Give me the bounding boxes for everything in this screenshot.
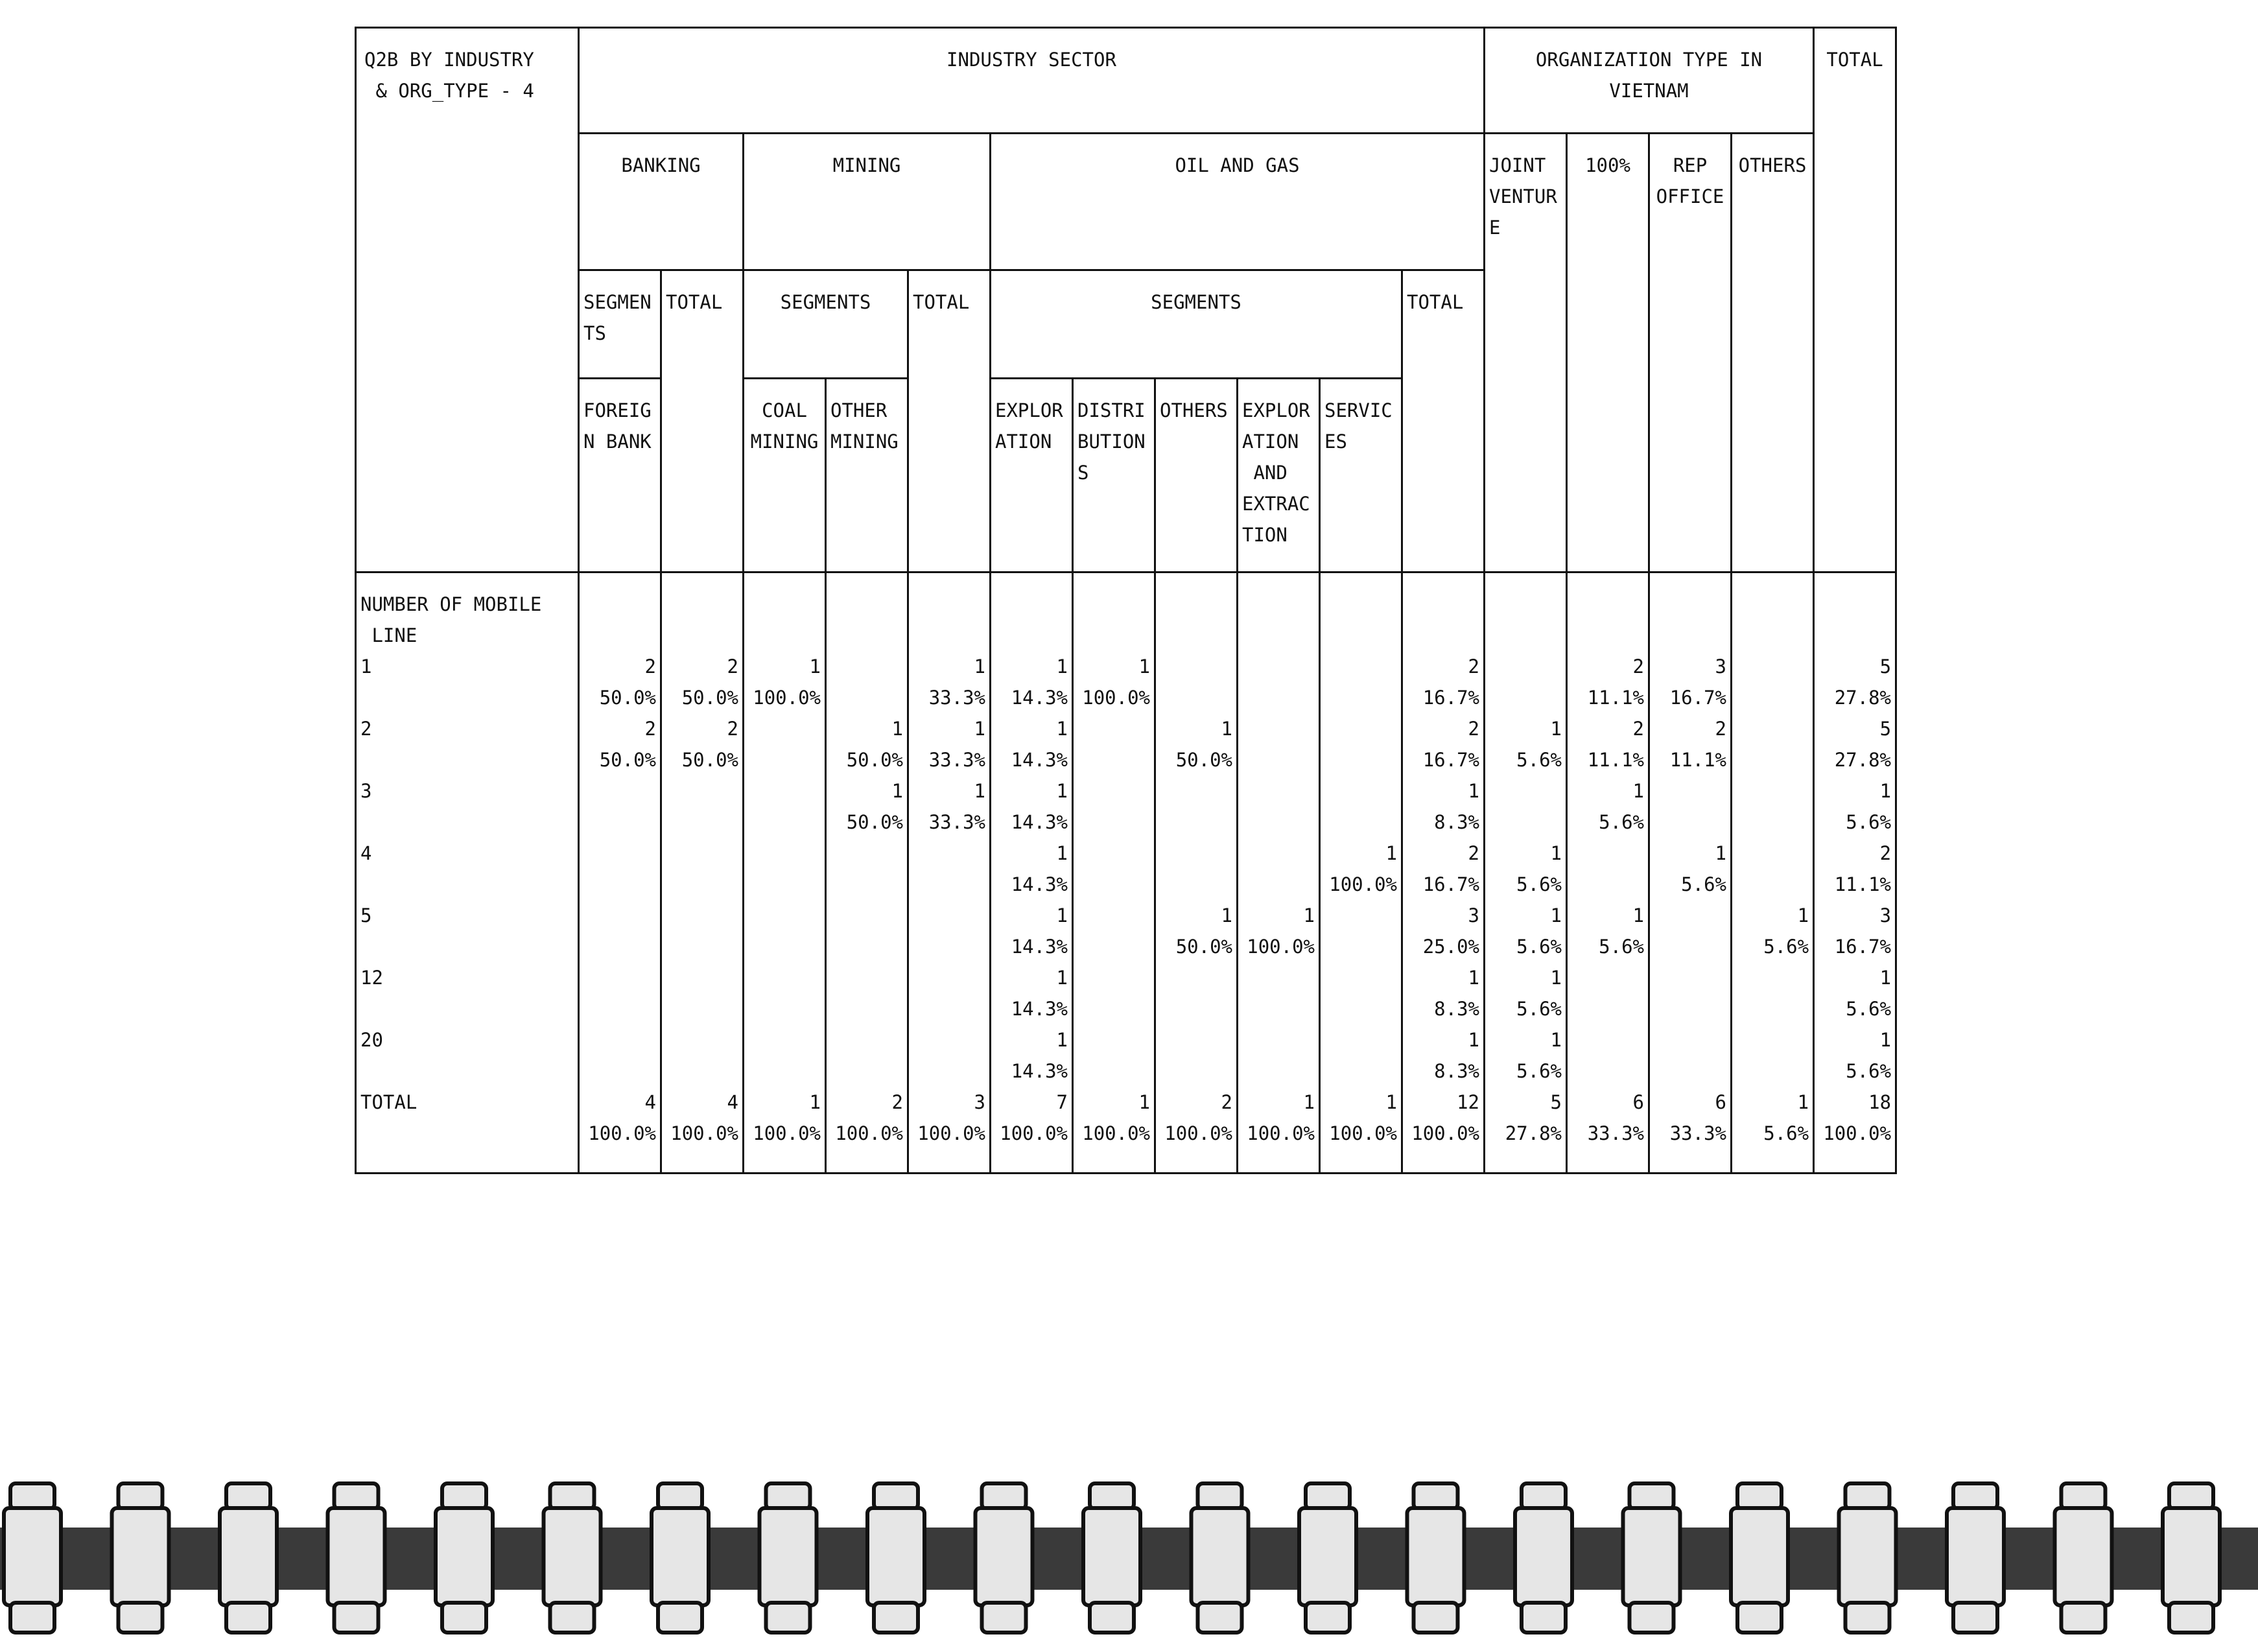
services-header: SERVIC ES [1320, 379, 1402, 572]
binding-ring [760, 1483, 817, 1633]
binding-ring [1299, 1483, 1356, 1633]
header-row-industries [356, 134, 1896, 270]
col-oil-others: 1 50.0% 1 50.0% 2 100.0% [1155, 572, 1238, 1174]
oil-total-header: TOTAL [1402, 270, 1485, 572]
distributions-header: DISTRI BUTION S [1073, 379, 1155, 572]
col-grand-total: 5 27.8% 5 27.8% 1 5.6% 2 11.1% 3 16.7% 1 5.6% 1 5.6% 18 100.0% [1814, 572, 1896, 1174]
col-oil-total: 2 16.7% 2 16.7% 1 8.3% 2 16.7% 3 25.0% 1 8.3% 1 8.3% 12 100.0% [1402, 572, 1485, 1174]
org-type-header: ORGANIZATION TYPE IN VIETNAM [1485, 28, 1814, 134]
joint-venture-header: JOINT VENTUR E [1485, 134, 1567, 572]
org-others-header: OTHERS [1732, 134, 1814, 572]
table-body-row [356, 572, 1896, 1174]
rep-office-header: REP OFFICE [1649, 134, 1732, 572]
col-hundred-percent: 2 11.1% 2 11.1% 1 5.6% 1 5.6% 6 33.3% [1567, 572, 1649, 1174]
col-coal-mining: 1 100.0% 1 100.0% [744, 572, 826, 1174]
binding-ring [1731, 1483, 1788, 1633]
banking-total-header: TOTAL [661, 270, 744, 572]
foreign-bank-header: FOREIG N BANK [579, 379, 661, 572]
binding-ring [112, 1483, 169, 1633]
col-rep-office: 3 16.7% 2 11.1% 1 5.6% 6 33.3% [1649, 572, 1732, 1174]
crosstab-table [355, 27, 1897, 1174]
binding-ring [2055, 1483, 2112, 1633]
binding-ring [1515, 1483, 1572, 1633]
col-joint-venture: 1 5.6% 1 5.6% 1 5.6% 1 5.6% 1 5.6% 5 27.8% [1485, 572, 1567, 1174]
mining-header: MINING [744, 134, 991, 270]
binding-ring [1839, 1483, 1896, 1633]
spiral-binding [0, 1478, 2258, 1649]
exploration-header: EXPLOR ATION [991, 379, 1073, 572]
mining-total-header: TOTAL [908, 270, 991, 572]
binding-ring [1947, 1483, 2004, 1633]
binding-ring [220, 1483, 277, 1633]
binding-ring [1407, 1483, 1464, 1633]
oil-others-header: OTHERS [1155, 379, 1238, 572]
col-foreign-bank: 2 50.0% 2 50.0% 4 100.0% [579, 572, 661, 1174]
oil-segments-label: SEGMENTS [991, 270, 1402, 379]
binding-graphic [0, 1478, 2258, 1649]
other-mining-header: OTHER MINING [826, 379, 908, 572]
binding-ring [652, 1483, 709, 1633]
binding-ring [4, 1483, 61, 1633]
binding-rings [4, 1483, 2220, 1633]
binding-ring [1083, 1483, 1140, 1633]
oil-gas-header: OIL AND GAS [991, 134, 1485, 270]
crosstab-table-container [355, 27, 1897, 1174]
binding-ring [867, 1483, 924, 1633]
hundred-percent-header: 100% [1567, 134, 1649, 572]
col-services: 1 100.0% 1 100.0% [1320, 572, 1402, 1174]
col-other-mining: 1 50.0% 1 50.0% 2 100.0% [826, 572, 908, 1174]
row-labels: NUMBER OF MOBILE LINE 1 2 3 4 5 12 20 TOTAL [356, 572, 579, 1174]
binding-ring [1623, 1483, 1680, 1633]
grand-total-header: TOTAL [1814, 28, 1896, 572]
col-mining-total: 1 33.3% 1 33.3% 1 33.3% 3 100.0% [908, 572, 991, 1174]
header-row-groups [356, 28, 1896, 134]
banking-segments-label: SEGMEN TS [579, 270, 661, 379]
industry-sector-header: INDUSTRY SECTOR [579, 28, 1485, 134]
col-org-others: 1 5.6% 1 5.6% [1732, 572, 1814, 1174]
binding-ring [2163, 1483, 2220, 1633]
mining-segments-label: SEGMENTS [744, 270, 908, 379]
binding-ring [544, 1483, 601, 1633]
coal-mining-header: COAL MINING [744, 379, 826, 572]
col-exploration-extraction: 1 100.0% 1 100.0% [1238, 572, 1320, 1174]
col-distributions: 1 100.0% 1 100.0% [1073, 572, 1155, 1174]
exploration-extraction-header: EXPLOR ATION AND EXTRAC TION [1238, 379, 1320, 572]
col-exploration: 1 14.3% 1 14.3% 1 14.3% 1 14.3% 1 14.3% 1 14.3% 1 14.3% 7 100.0% [991, 572, 1073, 1174]
binding-ring [436, 1483, 493, 1633]
table-title: Q2B BY INDUSTRY & ORG_TYPE - 4 [356, 28, 579, 572]
banking-header: BANKING [579, 134, 744, 270]
binding-ring [976, 1483, 1033, 1633]
binding-ring [328, 1483, 385, 1633]
col-banking-total: 2 50.0% 2 50.0% 4 100.0% [661, 572, 744, 1174]
binding-ring [1192, 1483, 1249, 1633]
